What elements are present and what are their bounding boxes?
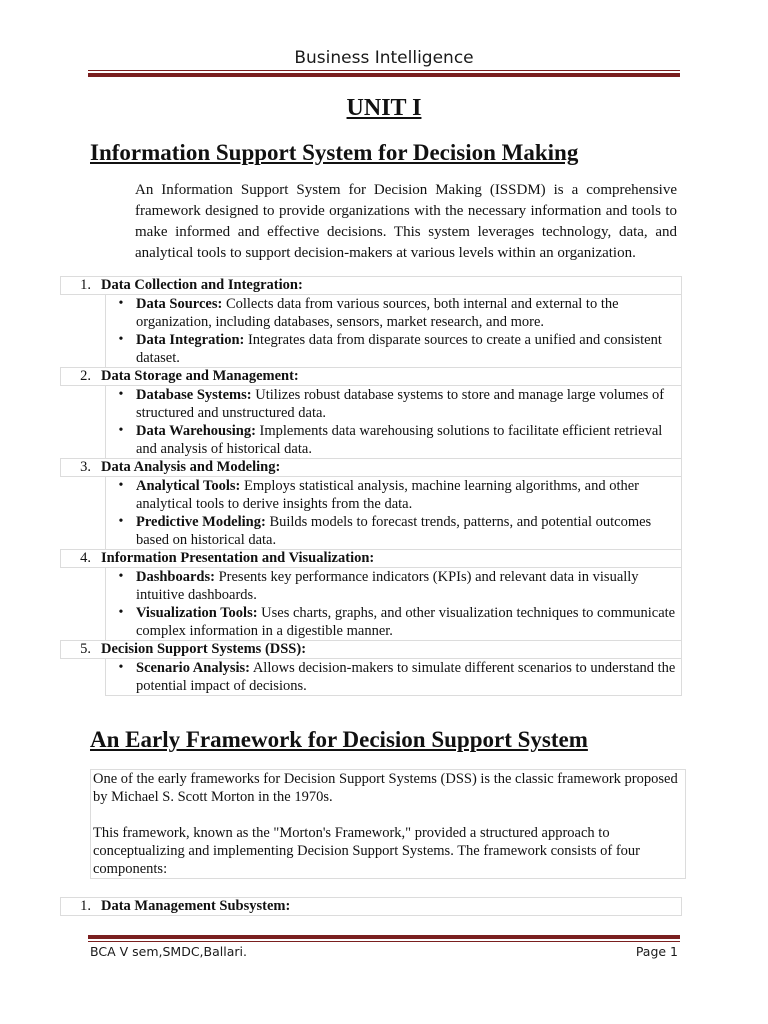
bullet-text: Builds models to forecast trends, patterns, and potential outcomes based on historical data. [136, 514, 652, 548]
bullet-icon: • [118, 387, 124, 402]
list-number: 1. [80, 277, 91, 293]
bullet-item [106, 568, 681, 604]
bullet-term: Dashboards: [136, 569, 215, 585]
bullet-term: Predictive Modeling: [136, 514, 266, 530]
unit-title: UNIT I [346, 95, 422, 121]
bullet-text: Utilizes robust database systems to store and manage large volumes of structured and unstructured data. [136, 387, 665, 421]
list-number: 5. [80, 641, 91, 657]
list-title: Information Presentation and Visualization: [101, 550, 375, 566]
list-number: 2. [80, 368, 91, 384]
component-list [60, 277, 682, 696]
framework-paragraph-1: One of the early frameworks for Decision Support Systems (DSS) is the classic framework proposed by Michael S. Scott Morton in the 1970s. [93, 771, 678, 805]
bullet-text: Presents key performance indicators (KPIs) and relevant data in visually intuitive dashboards. [136, 569, 639, 603]
list-number: 1. [80, 898, 91, 914]
bullet-term: Database Systems: [136, 387, 252, 403]
bullet-term: Visualization Tools: [136, 605, 258, 621]
section-heading-issdm: Information Support System for Decision Making [90, 140, 579, 165]
bullet-term: Data Sources: [136, 296, 223, 312]
intro-paragraph: An Information Support System for Decision Making (ISSDM) is a comprehensive framework designed to provide organizations with the necessary information and tools to make informed and effective decisions. This system leverages technology, data, and analytical tools to support decision-makers at various levels within an organization. [135, 182, 677, 261]
bullet-text: Employs statistical analysis, machine learning algorithms, and other analytical tools to derive insights from the data. [136, 478, 640, 512]
page-number: Page 1 [635, 944, 678, 959]
bullet-item [106, 422, 681, 458]
bullet-icon: • [118, 478, 124, 493]
bullet-text: Allows decision-makers to simulate different scenarios to understand the potential impact of decisions. [136, 660, 676, 694]
list-item [60, 458, 682, 477]
bullet-term: Data Integration: [136, 332, 245, 348]
bullet-term: Scenario Analysis: [136, 660, 250, 676]
list-item [60, 276, 682, 295]
bullet-item [106, 477, 681, 513]
list-title: Data Management Subsystem: [101, 898, 291, 914]
list-number: 4. [80, 550, 91, 566]
bullet-item [106, 659, 681, 695]
bullet-group [105, 568, 682, 641]
list-number: 3. [80, 459, 91, 475]
list-item [60, 640, 682, 659]
bullet-group [105, 659, 682, 696]
list-item [60, 367, 682, 386]
bullet-group [105, 386, 682, 459]
list-title: Decision Support Systems (DSS): [101, 641, 307, 657]
bullet-group [105, 477, 682, 550]
bullet-icon: • [118, 296, 124, 311]
bullet-item [106, 513, 681, 549]
list-item [60, 549, 682, 568]
bullet-icon: • [118, 423, 124, 438]
bullet-item [106, 295, 681, 331]
footer-course: BCA V sem,SMDC,Ballari. [90, 944, 247, 959]
list-title: Data Collection and Integration: [101, 277, 303, 293]
bullet-icon: • [118, 660, 124, 675]
bullet-term: Analytical Tools: [136, 478, 241, 494]
bullet-text: Uses charts, graphs, and other visualization techniques to communicate complex information in a digestible manner. [136, 605, 676, 639]
list-item-data-management [60, 898, 682, 916]
bullet-item [106, 386, 681, 422]
bullet-text: Collects data from various sources, both internal and external to the organization, including databases, sensors, market research, and more. [136, 296, 619, 330]
bullet-icon: • [118, 605, 124, 620]
bullet-icon: • [118, 569, 124, 584]
footer-rule [88, 935, 680, 942]
bullet-term: Data Warehousing: [136, 423, 256, 439]
list-title: Data Analysis and Modeling: [101, 459, 281, 475]
bullet-item [106, 331, 681, 367]
section-heading-early-framework: An Early Framework for Decision Support System [90, 727, 588, 752]
bullet-icon: • [118, 332, 124, 347]
header-rule [88, 70, 680, 77]
list-title: Data Storage and Management: [101, 368, 299, 384]
bullet-icon: • [118, 514, 124, 529]
bullet-text: Implements data warehousing solutions to facilitate efficient retrieval and analysis of historical data. [136, 423, 663, 457]
bullet-group [105, 295, 682, 368]
bullet-text: Integrates data from disparate sources to create a unified and consistent dataset. [136, 332, 662, 366]
framework-text-box [90, 769, 686, 879]
bullet-item [106, 604, 681, 640]
framework-paragraph-2: This framework, known as the "Morton's Framework," provided a structured approach to conceptualizing and implementing Decision Support Systems. The framework consists of four components: [93, 825, 640, 877]
running-header: Business Intelligence [294, 48, 474, 68]
